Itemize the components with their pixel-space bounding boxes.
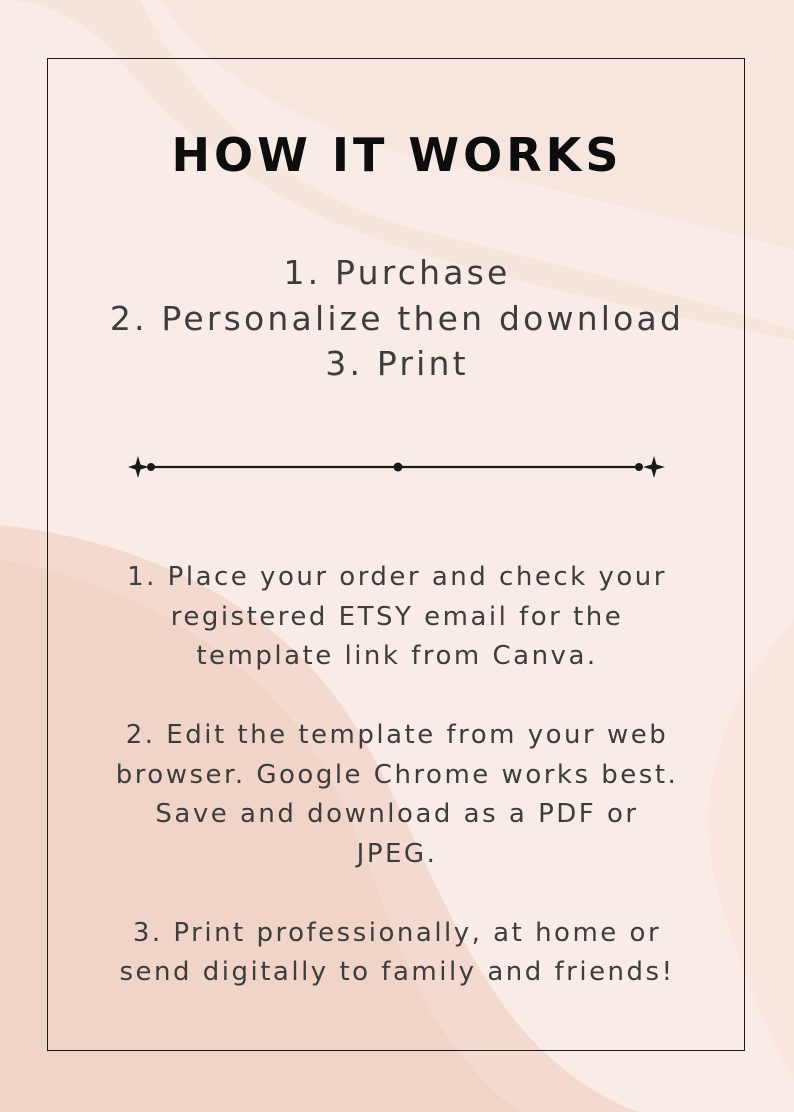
step-item: 3. Print bbox=[325, 344, 469, 383]
instructions bbox=[60, 558, 734, 993]
left-sparkle-icon bbox=[128, 456, 149, 478]
instruction-line: registered ETSY email for the bbox=[170, 601, 624, 632]
instruction-line: template link from Canva. bbox=[196, 641, 598, 671]
instruction-line: 3. Print professionally, at home or bbox=[132, 917, 662, 948]
steps-list bbox=[0, 250, 794, 387]
right-dot-icon bbox=[635, 463, 643, 471]
instruction-paragraph bbox=[60, 914, 734, 993]
instruction-paragraph bbox=[60, 558, 734, 677]
step-item: 2. Personalize then download bbox=[109, 298, 685, 338]
right-sparkle-icon bbox=[643, 456, 665, 478]
instruction-line: JPEG. bbox=[356, 838, 438, 869]
center-dot-icon bbox=[394, 463, 403, 472]
instruction-line: send digitally to family and friends! bbox=[119, 957, 675, 987]
instruction-line: 1. Place your order and check your bbox=[127, 562, 667, 592]
instruction-paragraph bbox=[60, 716, 734, 874]
instruction-line: browser. Google Chrome works best. bbox=[115, 759, 679, 790]
ornament-divider bbox=[128, 452, 668, 482]
instruction-line: Save and download as a PDF or bbox=[155, 799, 639, 829]
instruction-line: 2. Edit the template from your web bbox=[125, 720, 669, 750]
page-title: HOW IT WORKS bbox=[171, 128, 623, 182]
step-item: 1. Purchase bbox=[283, 253, 511, 292]
left-dot-icon bbox=[147, 463, 155, 471]
